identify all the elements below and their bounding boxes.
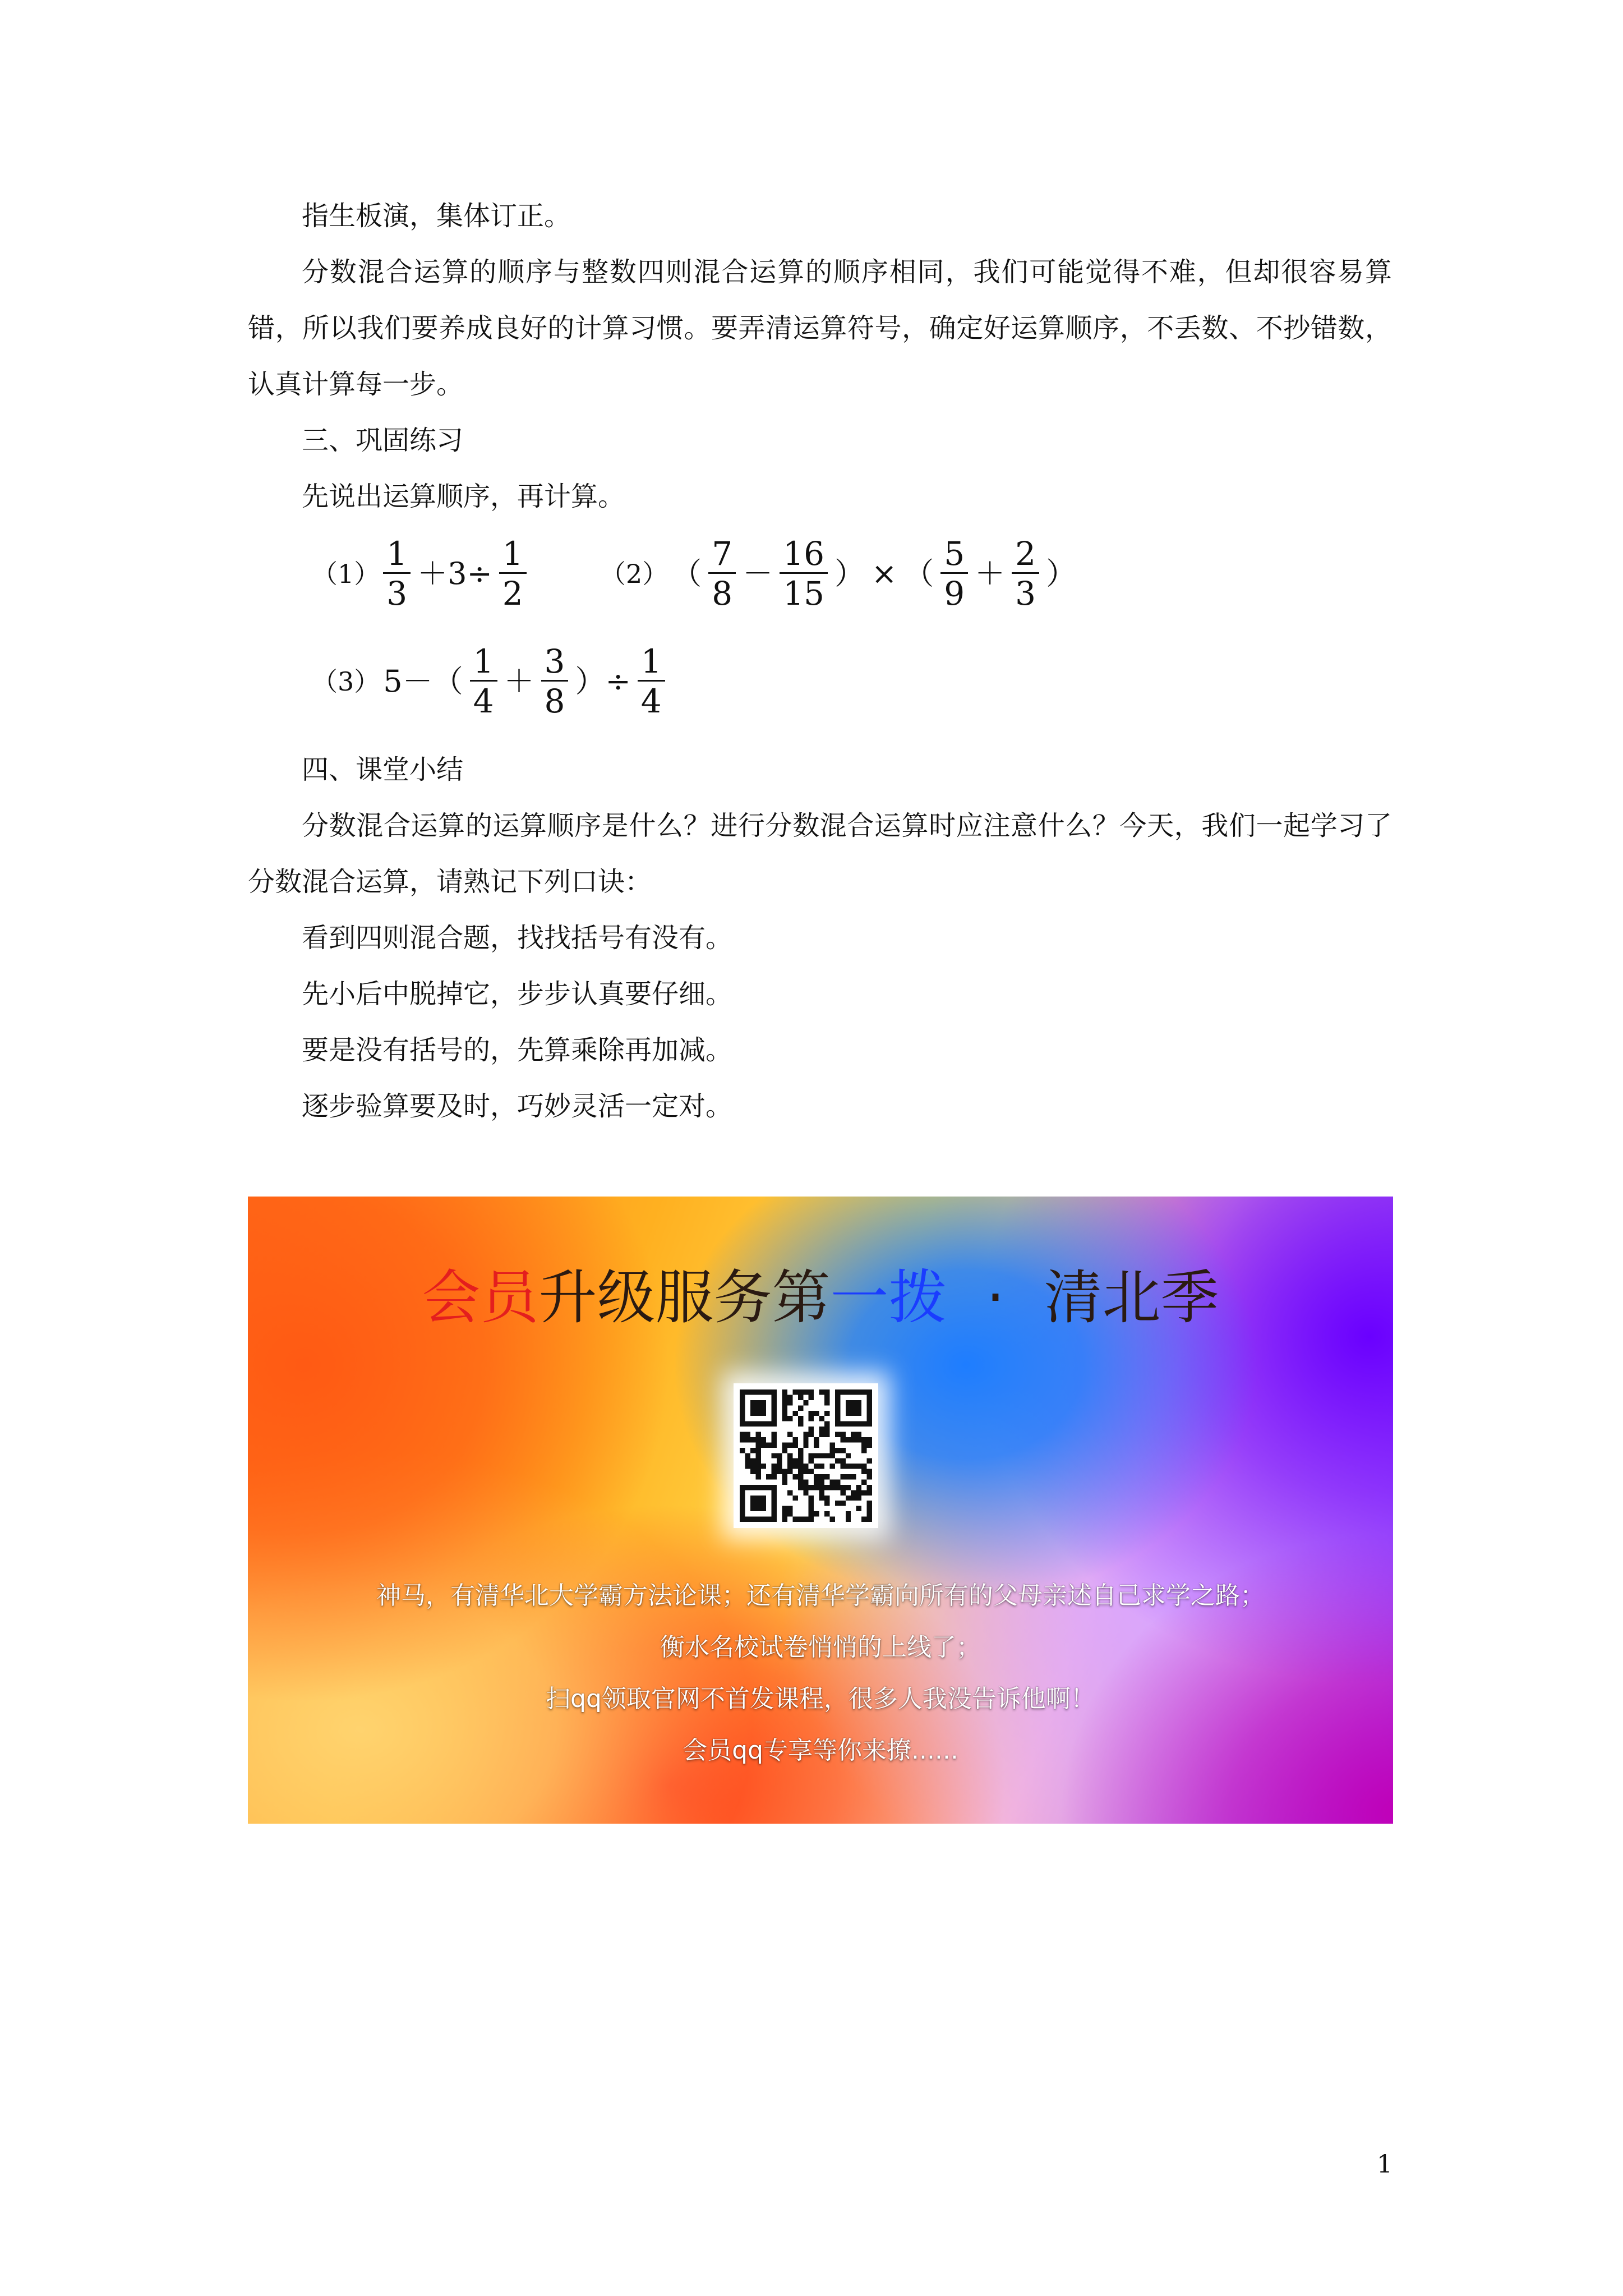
page-number: 1 xyxy=(1377,2150,1393,2179)
banner-text-line: 扫qq领取官网不首发课程，很多人我没告诉他啊！ xyxy=(546,1685,1095,1713)
operator: ）÷ xyxy=(575,663,631,699)
banner-text-line: 衡水名校试卷悄悄的上线了； xyxy=(660,1633,981,1662)
paren-close: ） xyxy=(1046,555,1077,591)
paragraph-summary: 分数混合运算的运算顺序是什么？进行分数混合运算时应注意什么？今天，我们一起学习了分数混合运算，请熟记下列口诀： xyxy=(248,810,1392,898)
paragraph-explanation: 分数混合运算的顺序与整数四则混合运算的顺序相同，我们可能觉得不难，但却很容易算错，所以我们要养成良好的计算习惯。要弄清运算符号，确定好运算顺序，不丢数、不抄错数，认真计算每一步。 xyxy=(248,256,1392,400)
operator: 5－（ xyxy=(383,663,463,699)
fraction: $\frac{2}{3}$ xyxy=(1012,537,1039,610)
fraction: $\frac{5}{9}$ xyxy=(940,537,968,610)
banner-title: 会员升级服务第一拨 · 清北季 xyxy=(422,1263,1219,1332)
section-heading-practice: 三、巩固练习 xyxy=(302,425,464,456)
practice-instruction: 先说出运算顺序，再计算。 xyxy=(302,481,625,512)
banner-text-line: 神马，有清华北大学霸方法论课；还有清华学霸向所有的父母亲述自己求学之路； xyxy=(376,1581,1265,1610)
exercise-label: （1） xyxy=(312,558,380,589)
operator: ＋ xyxy=(504,663,534,699)
fraction: $\frac{16}{15}$ xyxy=(780,537,828,610)
fraction: $\frac{3}{8}$ xyxy=(541,645,569,717)
operator: ＋ xyxy=(975,555,1006,591)
fraction: $\frac{7}{8}$ xyxy=(708,537,736,610)
promo-banner[interactable] xyxy=(248,1197,1393,1824)
fraction: $\frac{1}{3}$ xyxy=(383,537,411,610)
paragraph-correction: 指生板演，集体订正。 xyxy=(302,200,571,232)
banner-text-line: 会员qq专享等你来撩...... xyxy=(683,1736,958,1765)
paren-open: （ xyxy=(903,555,934,591)
operator: ＋3÷ xyxy=(417,555,492,591)
rhyme-line: 看到四则混合题，找找括号有没有。 xyxy=(302,922,733,954)
qr-code-icon[interactable] xyxy=(734,1383,878,1528)
operator: － xyxy=(743,555,773,591)
fraction: $\frac{1}{4}$ xyxy=(470,645,497,717)
exercise-label: （2） xyxy=(600,558,668,589)
paren-close: ） xyxy=(834,555,865,591)
exercise-label: （3） xyxy=(312,666,380,697)
paren-open: （ xyxy=(671,555,702,591)
operator: × xyxy=(872,555,897,591)
rhyme-line: 先小后中脱掉它，步步认真要仔细。 xyxy=(302,978,733,1010)
fraction: $\frac{1}{4}$ xyxy=(638,645,665,717)
section-heading-summary: 四、课堂小结 xyxy=(302,754,464,785)
fraction: $\frac{1}{2}$ xyxy=(499,537,527,610)
rhyme-line: 逐步验算要及时，巧妙灵活一定对。 xyxy=(302,1091,733,1122)
rhyme-line: 要是没有括号的，先算乘除再加减。 xyxy=(302,1034,733,1066)
